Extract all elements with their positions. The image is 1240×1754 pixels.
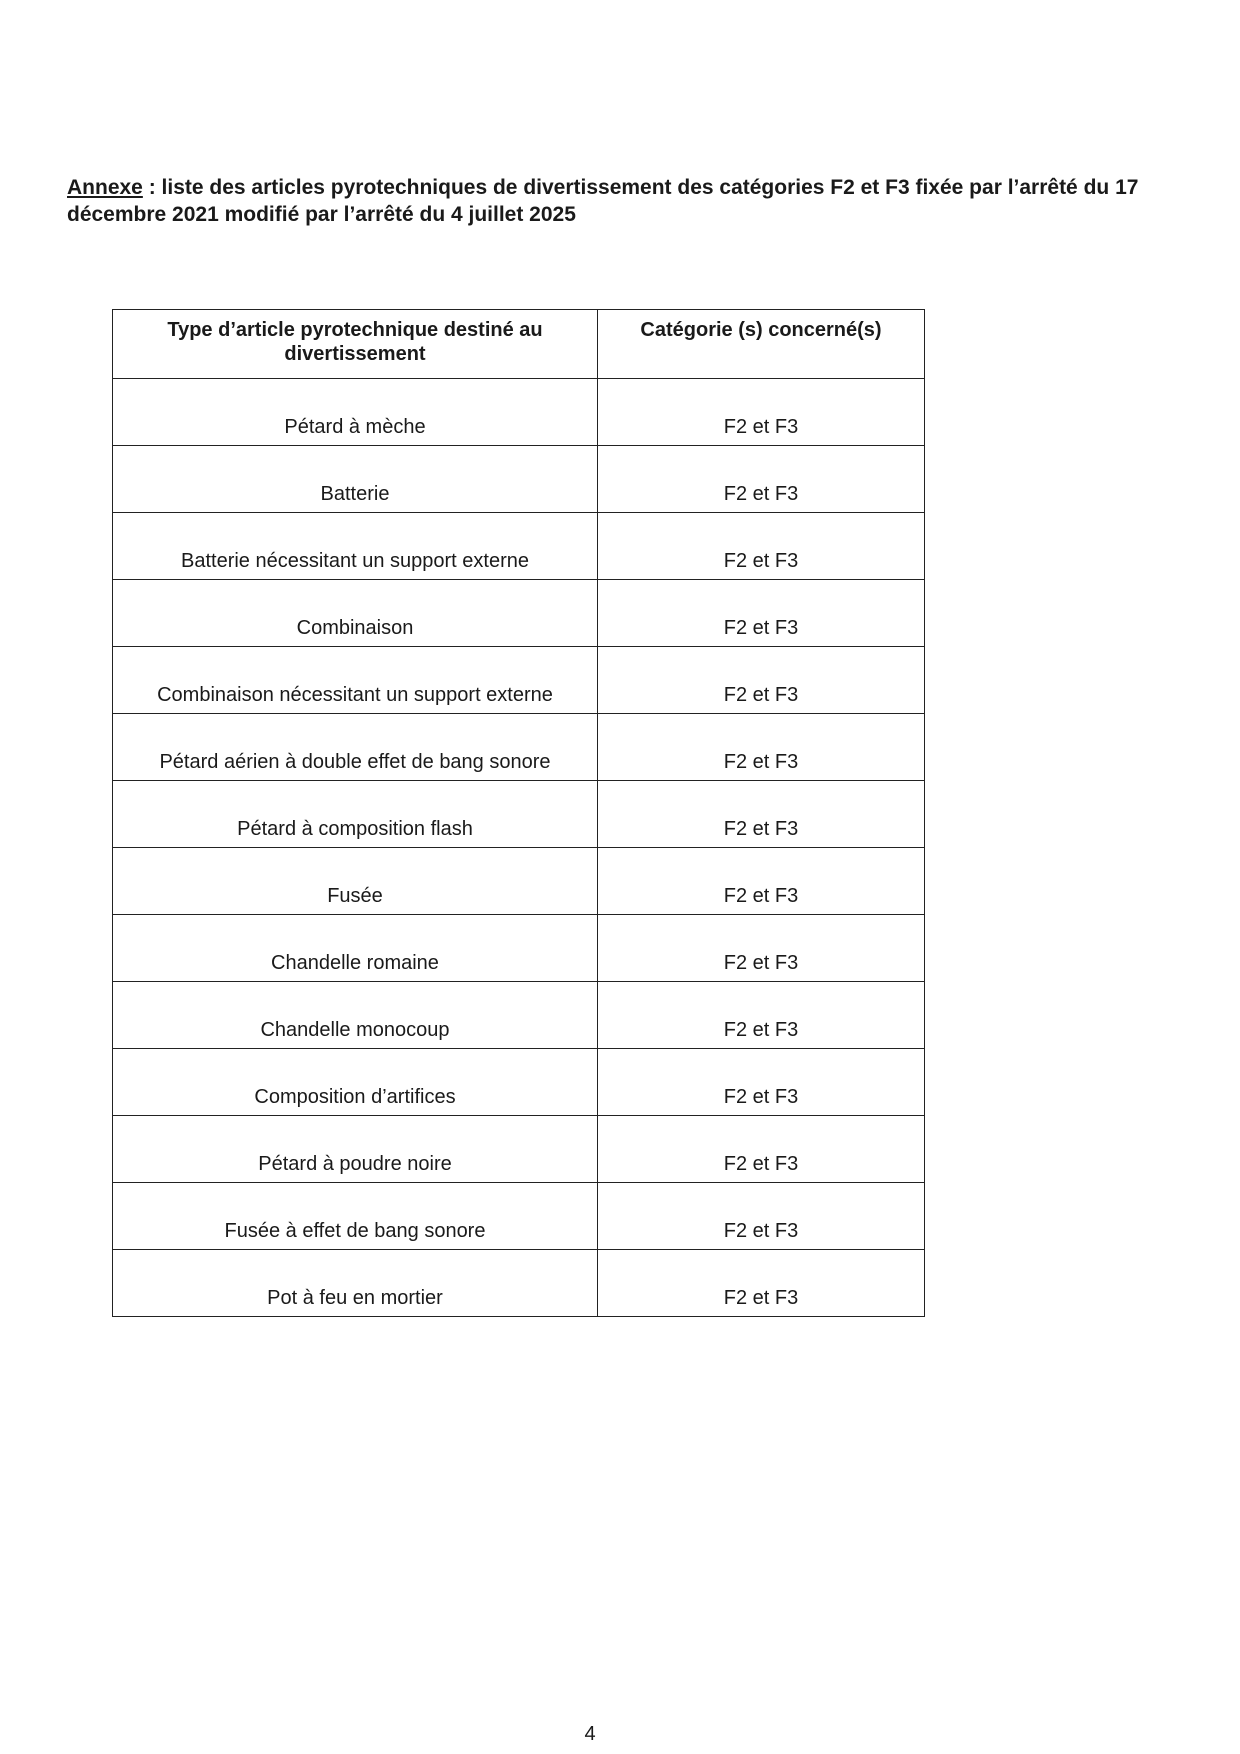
article-type-cell: Combinaison xyxy=(113,580,598,647)
category-cell: F2 et F3 xyxy=(598,982,925,1049)
category-cell: F2 et F3 xyxy=(598,1250,925,1317)
category-cell: F2 et F3 xyxy=(598,513,925,580)
article-type-cell: Composition d’artifices xyxy=(113,1049,598,1116)
pyrotechnic-articles-table xyxy=(112,309,925,1317)
article-type-cell: Fusée à effet de bang sonore xyxy=(113,1183,598,1250)
table-row xyxy=(113,1049,925,1116)
table-row xyxy=(113,580,925,647)
table-row xyxy=(113,915,925,982)
table-header-row xyxy=(113,310,925,379)
annex-heading-text: : liste des articles pyrotechniques de divertissement des catégories F2 et F3 fixée par l’arrêté du 17 décembre 2021 modifié par l’arrêté du 4 juillet 2025 xyxy=(67,176,1139,226)
header-category: Catégorie (s) concerné(s) xyxy=(598,310,925,379)
article-type-cell: Pétard à composition flash xyxy=(113,781,598,848)
category-cell: F2 et F3 xyxy=(598,1183,925,1250)
article-type-cell: Batterie nécessitant un support externe xyxy=(113,513,598,580)
table-row xyxy=(113,1250,925,1317)
category-cell: F2 et F3 xyxy=(598,781,925,848)
table-row xyxy=(113,446,925,513)
annex-heading-label: Annexe xyxy=(67,176,143,199)
category-cell: F2 et F3 xyxy=(598,647,925,714)
table-row xyxy=(113,1116,925,1183)
page-number: 4 xyxy=(584,1723,596,1745)
table-row xyxy=(113,982,925,1049)
table-row xyxy=(113,714,925,781)
category-cell: F2 et F3 xyxy=(598,915,925,982)
category-cell: F2 et F3 xyxy=(598,714,925,781)
table-row xyxy=(113,848,925,915)
table-row xyxy=(113,513,925,580)
article-type-cell: Pot à feu en mortier xyxy=(113,1250,598,1317)
table-row xyxy=(113,379,925,446)
article-type-cell: Pétard aérien à double effet de bang sonore xyxy=(113,714,598,781)
annex-heading xyxy=(67,174,1177,228)
article-type-cell: Chandelle monocoup xyxy=(113,982,598,1049)
category-cell: F2 et F3 xyxy=(598,446,925,513)
category-cell: F2 et F3 xyxy=(598,580,925,647)
category-cell: F2 et F3 xyxy=(598,1049,925,1116)
category-cell: F2 et F3 xyxy=(598,379,925,446)
article-type-cell: Batterie xyxy=(113,446,598,513)
article-type-cell: Pétard à poudre noire xyxy=(113,1116,598,1183)
table-row xyxy=(113,781,925,848)
table-row xyxy=(113,647,925,714)
article-type-cell: Pétard à mèche xyxy=(113,379,598,446)
table-row xyxy=(113,1183,925,1250)
category-cell: F2 et F3 xyxy=(598,848,925,915)
article-type-cell: Chandelle romaine xyxy=(113,915,598,982)
header-article-type: Type d’article pyrotechnique destiné au divertissement xyxy=(113,310,598,379)
category-cell: F2 et F3 xyxy=(598,1116,925,1183)
article-type-cell: Fusée xyxy=(113,848,598,915)
article-type-cell: Combinaison nécessitant un support externe xyxy=(113,647,598,714)
